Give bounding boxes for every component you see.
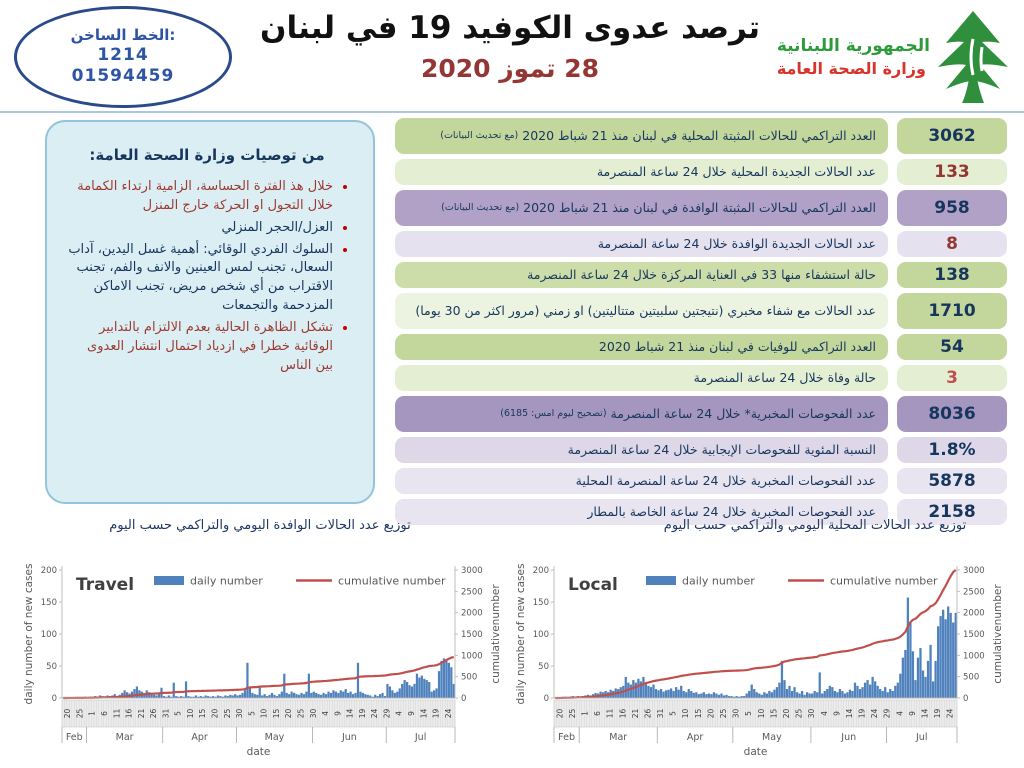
- svg-text:29: 29: [882, 708, 892, 719]
- svg-text:4: 4: [819, 711, 829, 716]
- svg-text:10: 10: [756, 708, 766, 719]
- svg-text:14: 14: [345, 708, 355, 719]
- stat-value: 3: [897, 365, 1007, 391]
- svg-text:150: 150: [532, 598, 549, 608]
- svg-text:Travel: Travel: [76, 575, 135, 595]
- svg-text:2000: 2000: [461, 608, 483, 619]
- ministry-logo-text: [777, 36, 930, 78]
- svg-text:21: 21: [630, 708, 640, 719]
- svg-text:0: 0: [543, 694, 549, 704]
- recommendation-item: • العزل/الحجر المنزلي: [67, 219, 333, 238]
- svg-text:5: 5: [744, 711, 754, 716]
- svg-text:24: 24: [870, 708, 880, 719]
- stat-value: 8036: [897, 396, 1007, 432]
- stat-label: العدد التراكمي للحالات المثبتة الوافدة في لبنان منذ 21 شباط 2020 (مع تحديث البيانات): [395, 190, 888, 226]
- recommendation-item: • خلال هذ الفترة الحساسة، الزامية ارتداء الكمامة خلال التجول او الحركة خارج المنزل: [67, 178, 333, 216]
- svg-text:daily number: daily number: [682, 574, 755, 588]
- recommendations-list: [63, 178, 351, 375]
- stat-value: 2158: [897, 499, 1007, 525]
- svg-text:May: May: [762, 732, 782, 743]
- table-row: [395, 468, 1007, 494]
- recommendations-panel: [45, 120, 375, 504]
- svg-text:Feb: Feb: [65, 732, 83, 743]
- svg-text:9: 9: [832, 711, 842, 716]
- svg-text:31: 31: [656, 708, 666, 719]
- svg-text:24: 24: [443, 708, 453, 719]
- svg-text:Jun: Jun: [841, 732, 857, 743]
- logo-line-1: الجمهورية اللبنانية: [776, 36, 930, 56]
- table-row: [395, 365, 1007, 391]
- svg-text:15: 15: [271, 708, 281, 719]
- svg-text:Jun: Jun: [341, 732, 357, 743]
- svg-text:Apr: Apr: [686, 732, 704, 743]
- header-divider: [0, 111, 1024, 113]
- svg-text:2000: 2000: [963, 608, 985, 619]
- stats-table: [395, 118, 1007, 525]
- svg-text:Jul: Jul: [916, 732, 928, 743]
- stat-label: العدد التراكمي للوفيات في لبنان منذ 21 شباط 2020: [395, 334, 888, 360]
- svg-text:2500: 2500: [461, 587, 483, 598]
- stat-label: عدد الفحوصات المخبرية خلال 24 ساعة الخاصة بالمطار: [395, 499, 888, 525]
- svg-text:25: 25: [222, 708, 232, 719]
- ministry-logo: [748, 8, 1016, 106]
- svg-text:29: 29: [382, 708, 392, 719]
- svg-text:500: 500: [461, 672, 478, 683]
- recommendation-item: • تشكل الظاهرة الحالية بعدم الالتزام بالتدابير الوقائية خطرا في ازدياد احتمال انتشار العدوى بين الناس: [67, 319, 333, 376]
- local-chart-title: توزيع عدد الحالات المحلية اليومي والتراكمي حسب اليوم: [663, 518, 967, 533]
- svg-text:4: 4: [394, 711, 404, 716]
- svg-text:19: 19: [933, 708, 943, 719]
- stat-label: حالة استشفاء منها 33 في العناية المركزة خلال 24 ساعة المنصرمة: [395, 262, 888, 288]
- svg-text:200: 200: [532, 566, 549, 576]
- stat-value: 8: [897, 231, 1007, 257]
- svg-text:14: 14: [920, 708, 930, 719]
- svg-text:24: 24: [945, 708, 955, 719]
- svg-text:150: 150: [40, 598, 57, 608]
- svg-text:24: 24: [370, 708, 380, 719]
- svg-text:31: 31: [161, 708, 171, 719]
- stat-value: 958: [897, 190, 1007, 226]
- svg-text:1500: 1500: [963, 630, 985, 640]
- local-chart: [514, 558, 1011, 760]
- svg-text:9: 9: [407, 711, 417, 716]
- svg-text:25: 25: [719, 708, 729, 719]
- svg-text:2500: 2500: [963, 587, 985, 598]
- svg-text:0: 0: [461, 694, 467, 704]
- recommendations-title: من توصيات وزارة الصحة العامة:: [89, 146, 325, 164]
- stat-value: 1710: [897, 293, 1007, 329]
- stat-label: عدد الحالات مع شفاء مخبري (نتيجتين سلبيتين متتاليتين) او زمني (مرور اكثر من 30 يوما): [395, 293, 888, 329]
- svg-text:9: 9: [333, 711, 343, 716]
- svg-text:3000: 3000: [963, 566, 985, 576]
- report-title: ترصد عدوى الكوفيد 19 في لبنان: [260, 10, 760, 46]
- svg-text:10: 10: [681, 708, 691, 719]
- svg-text:30: 30: [235, 708, 245, 719]
- table-row: [395, 118, 1007, 154]
- stat-value: 3062: [897, 118, 1007, 154]
- stat-label: عدد الحالات الجديدة المحلية خلال 24 ساعة المنصرمة: [395, 159, 888, 185]
- svg-text:1500: 1500: [461, 630, 483, 640]
- svg-text:25: 25: [567, 708, 577, 719]
- svg-text:30: 30: [731, 708, 741, 719]
- svg-text:15: 15: [198, 708, 208, 719]
- svg-text:26: 26: [149, 708, 159, 719]
- stat-label: النسبة المئوية للفحوصات الإيجابية خلال 24 ساعة المنصرمة: [395, 437, 888, 463]
- svg-text:20: 20: [284, 708, 294, 719]
- svg-text:daily number: daily number: [190, 574, 263, 588]
- stat-note: (مع تحديث البيانات): [440, 129, 519, 141]
- stat-value: 5878: [897, 468, 1007, 494]
- svg-text:1: 1: [87, 711, 97, 716]
- svg-text:Mar: Mar: [115, 732, 134, 743]
- svg-text:cumulativenumber: cumulativenumber: [490, 584, 502, 684]
- svg-text:Mar: Mar: [609, 732, 628, 743]
- svg-text:cumulative number: cumulative number: [830, 574, 938, 588]
- table-row: [395, 262, 1007, 288]
- svg-text:daily number of new cases: daily number of new cases: [23, 563, 35, 705]
- hotline-number-2: 01594459: [71, 66, 175, 87]
- stat-value: 133: [897, 159, 1007, 185]
- stat-label: عدد الفحوصات المخبرية* خلال 24 ساعة المنصرمة (تصحيح ليوم امس: 6185): [395, 396, 888, 432]
- cedar-tree-icon: [930, 9, 1016, 105]
- svg-text:11: 11: [112, 708, 122, 719]
- report-date: 28 تموز 2020: [420, 54, 599, 83]
- svg-text:20: 20: [555, 708, 565, 719]
- svg-text:1000: 1000: [461, 651, 483, 662]
- svg-text:0: 0: [51, 694, 57, 704]
- svg-text:5: 5: [247, 711, 257, 716]
- svg-text:20: 20: [63, 708, 73, 719]
- svg-text:cumulativenumber: cumulativenumber: [992, 584, 1004, 684]
- hotline-badge: [14, 6, 232, 108]
- svg-text:Apr: Apr: [191, 732, 208, 743]
- stat-note: (مع تحديث البيانات): [441, 201, 520, 213]
- svg-text:1: 1: [580, 711, 590, 716]
- svg-text:19: 19: [357, 708, 367, 719]
- stat-label: عدد الفحوصات المخبرية خلال 24 ساعة المنصرمة المحلية: [395, 468, 888, 494]
- stat-value: 138: [897, 262, 1007, 288]
- svg-text:date: date: [246, 746, 271, 758]
- table-row: [395, 334, 1007, 360]
- svg-text:15: 15: [769, 708, 779, 719]
- svg-text:25: 25: [794, 708, 804, 719]
- svg-text:3000: 3000: [461, 566, 483, 576]
- svg-text:20: 20: [781, 708, 791, 719]
- stat-note: (تصحيح ليوم امس: 6185): [500, 407, 607, 419]
- hotline-number-1: 1214: [97, 45, 149, 66]
- svg-text:1000: 1000: [963, 651, 985, 662]
- svg-text:25: 25: [296, 708, 306, 719]
- table-row: [395, 437, 1007, 463]
- svg-text:Local: Local: [568, 575, 618, 595]
- header-title-block: [250, 10, 770, 83]
- svg-text:11: 11: [605, 708, 615, 719]
- stat-label: حالة وفاة خلال 24 ساعة المنصرمة: [395, 365, 888, 391]
- svg-text:21: 21: [136, 708, 146, 719]
- svg-text:4: 4: [895, 711, 905, 716]
- recommendation-item: • السلوك الفردي الوقائي: أهمية غسل اليدين، آداب السعال، تجنب لمس العينين والانف والفم، تجنب الاقتراب من أي شخص مريض، تجنب الاماكن المزدحمة والتجمعات: [67, 241, 333, 316]
- stat-value: 1.8%: [897, 437, 1007, 463]
- svg-text:cumulative number: cumulative number: [338, 574, 446, 588]
- svg-text:Feb: Feb: [558, 732, 576, 743]
- logo-line-2: وزارة الصحة العامة: [776, 59, 926, 78]
- svg-text:16: 16: [618, 708, 628, 719]
- svg-text:50: 50: [46, 662, 57, 672]
- svg-text:6: 6: [593, 711, 603, 716]
- svg-text:14: 14: [419, 708, 429, 719]
- svg-text:5: 5: [173, 711, 183, 716]
- svg-text:200: 200: [40, 566, 57, 576]
- stat-label: عدد الحالات الجديدة الوافدة خلال 24 ساعة المنصرمة: [395, 231, 888, 257]
- travel-chart: [22, 558, 509, 760]
- svg-text:100: 100: [40, 630, 57, 640]
- table-row: [395, 159, 1007, 185]
- svg-text:19: 19: [431, 708, 441, 719]
- svg-text:Jul: Jul: [414, 732, 427, 743]
- table-row: [395, 396, 1007, 432]
- table-row: [395, 293, 1007, 329]
- svg-text:date: date: [743, 746, 768, 758]
- svg-text:100: 100: [532, 630, 549, 640]
- svg-text:20: 20: [706, 708, 716, 719]
- travel-chart-title: توزيع عدد الحالات الوافدة اليومي والتراكمي حسب اليوم: [109, 518, 411, 533]
- svg-text:15: 15: [693, 708, 703, 719]
- svg-text:19: 19: [857, 708, 867, 719]
- svg-text:26: 26: [643, 708, 653, 719]
- svg-text:May: May: [264, 732, 285, 743]
- svg-text:0: 0: [963, 694, 969, 704]
- svg-text:50: 50: [538, 662, 549, 672]
- svg-text:4: 4: [321, 711, 331, 716]
- svg-text:30: 30: [308, 708, 318, 719]
- table-row: [395, 231, 1007, 257]
- svg-text:6: 6: [99, 711, 109, 716]
- svg-text:5: 5: [668, 711, 678, 716]
- stat-label: العدد التراكمي للحالات المثبتة المحلية في لبنان منذ 21 شباط 2020 (مع تحديث البيانات): [395, 118, 888, 154]
- svg-text:10: 10: [185, 708, 195, 719]
- svg-text:30: 30: [807, 708, 817, 719]
- svg-text:10: 10: [259, 708, 269, 719]
- hotline-label: الخط الساخن:: [70, 26, 176, 45]
- svg-text:16: 16: [124, 708, 134, 719]
- table-row: [395, 190, 1007, 226]
- svg-text:20: 20: [210, 708, 220, 719]
- stat-value: 54: [897, 334, 1007, 360]
- svg-text:daily number of new cases: daily number of new cases: [515, 563, 527, 705]
- svg-text:9: 9: [907, 711, 917, 716]
- svg-text:14: 14: [844, 708, 854, 719]
- svg-text:25: 25: [75, 708, 85, 719]
- svg-text:500: 500: [963, 672, 980, 683]
